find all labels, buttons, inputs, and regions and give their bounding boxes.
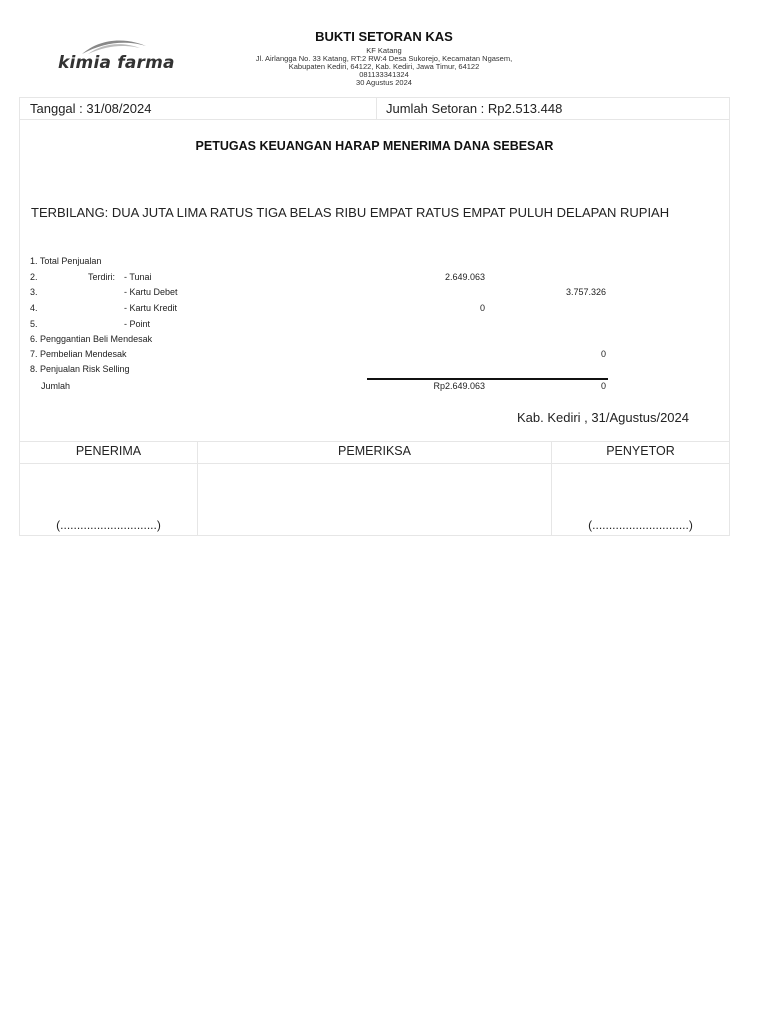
summary-row (20, 98, 729, 120)
line-pembelian-mendesak-value: 0 (600, 349, 606, 359)
logo-text: kimia farma (58, 53, 175, 73)
line-kartu-kredit-label: - Kartu Kredit (124, 303, 178, 313)
line-penggantian-beli-mendesak: 6. Penggantian Beli Mendesak (30, 334, 153, 344)
outlet-name: KF Katang (366, 46, 402, 55)
line-kartu-kredit-value: 0 (479, 303, 485, 313)
terbilang-text: TERBILANG: DUA JUTA LIMA RATUS TIGA BELAS RIBU EMPAT RATUS EMPAT PULUH DELAPAN RUPIAH (31, 205, 670, 220)
penerima-label: PENERIMA (75, 444, 142, 458)
phone-number: 081133341324 (359, 70, 409, 79)
jumlah-value-1: Rp2.649.063 (433, 381, 485, 391)
summary-divider (376, 98, 377, 119)
penyetor-signature-line: (.............................) (588, 518, 693, 532)
line-tunai-label: - Tunai (124, 272, 152, 282)
line-5-number: 5. (30, 319, 38, 329)
penyetor-label: PENYETOR (606, 444, 675, 458)
line-pembelian-mendesak: 7. Pembelian Mendesak (30, 349, 127, 359)
line-kartu-debet-label: - Kartu Debet (124, 287, 178, 297)
line-tunai-value: 2.649.063 (444, 272, 485, 282)
line-3-number: 3. (30, 287, 38, 297)
jumlah-setoran-field: Jumlah Setoran : Rp2.513.448 (386, 101, 563, 116)
document-header (200, 29, 568, 87)
line-point-label: - Point (124, 319, 151, 329)
jumlah-label: Jumlah (41, 381, 71, 391)
signature-pemeriksa (198, 441, 552, 536)
line-total-penjualan: 1. Total Penjualan (30, 256, 102, 266)
pemeriksa-label: PEMERIKSA (338, 444, 411, 458)
kimia-farma-logo (56, 34, 174, 74)
jumlah-value-2: 0 (600, 381, 606, 391)
line-4-number: 4. (30, 303, 38, 313)
address-line-1: Jl. Airlangga No. 33 Katang, RT:2 RW:4 Desa Sukorejo, Kecamatan Ngasem, (255, 54, 513, 63)
deposit-form (19, 97, 730, 536)
line-2-number: 2. (30, 272, 38, 282)
address-line-2: Kabupaten Kediri, 64122, Kab. Kediri, Jawa Timur, 64122 (288, 62, 480, 71)
line-penjualan-risk-selling: 8. Penjualan Risk Selling (30, 364, 130, 374)
signature-penerima (20, 441, 198, 536)
signature-penyetor (552, 441, 729, 536)
penerima-signature-line: (.............................) (56, 518, 161, 532)
total-rule (367, 378, 608, 380)
document-title: BUKTI SETORAN KAS (315, 29, 453, 44)
place-date: Kab. Kediri , 31/Agustus/2024 (516, 410, 689, 425)
section-heading: PETUGAS KEUANGAN HARAP MENERIMA DANA SEBESAR (195, 139, 554, 153)
header-date: 30 Agustus 2024 (356, 78, 412, 87)
line-kartu-debet-value: 3.757.326 (565, 287, 606, 297)
tanggal-field: Tanggal : 31/08/2024 (30, 101, 152, 116)
line-terdiri-label: Terdiri: (88, 272, 116, 282)
